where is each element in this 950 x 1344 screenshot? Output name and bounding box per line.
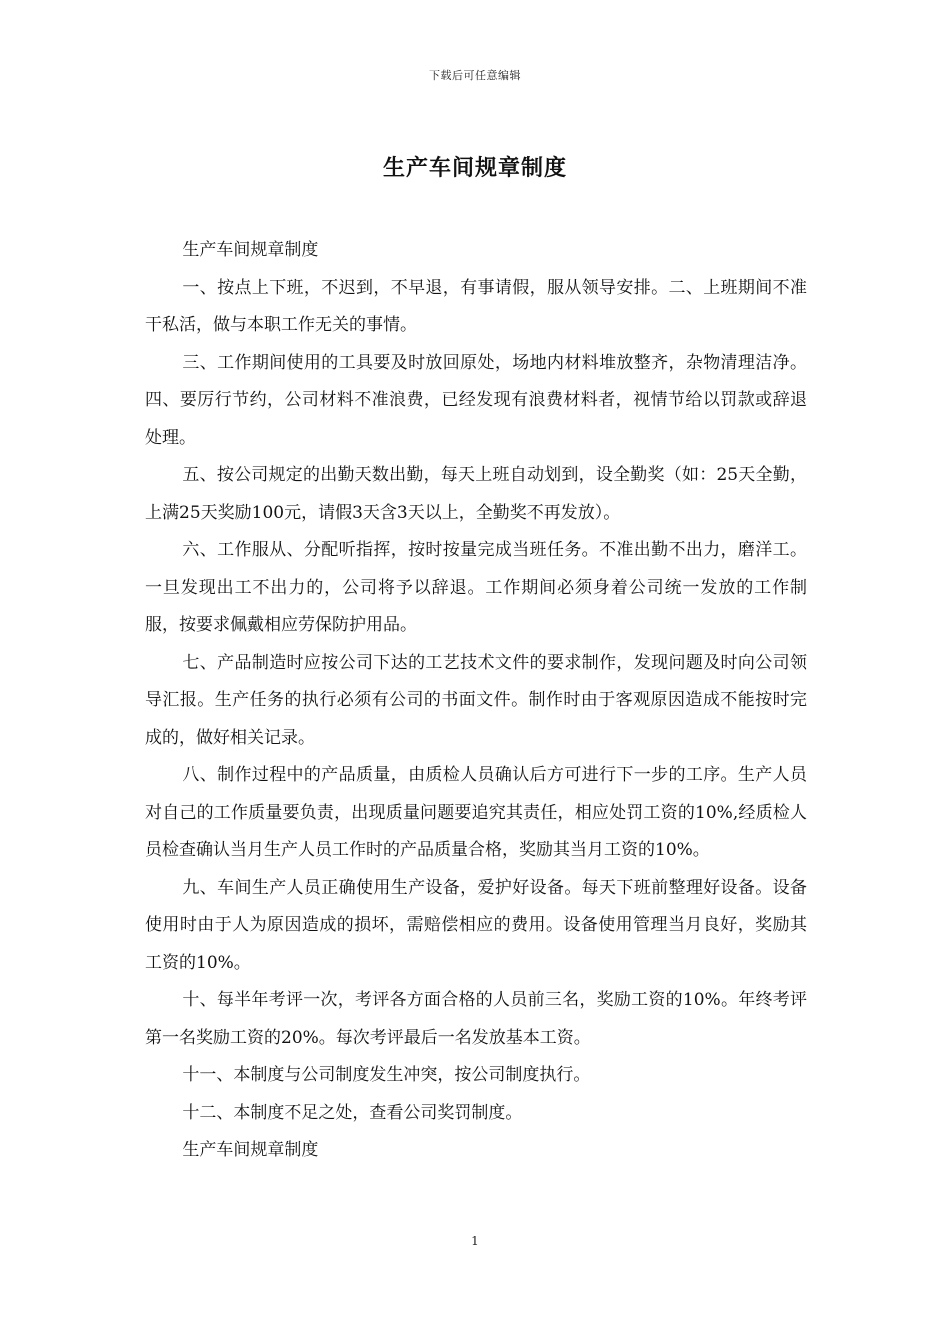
paragraph-rule-5: 五、按公司规定的出勤天数出勤，每天上班自动划到，设全勤奖（如：25天全勤，上满25天奖励100元，请假3天含3天以上，全勤奖不再发放）。 — [145, 465, 807, 523]
paragraph-rule-12: 十二、本制度不足之处，查看公司奖罚制度。 — [182, 1102, 523, 1123]
paragraph-rule-10: 十、每半年考评一次，考评各方面合格的人员前三名，奖励工资的10%。年终考评第一名奖励工资的20%。每次考评最后一名发放基本工资。 — [145, 990, 807, 1048]
paragraph-rule-7: 七、产品制造时应按公司下达的工艺技术文件的要求制作，发现问题及时向公司领导汇报。生产任务的执行必须有公司的书面文件。制作时由于客观原因造成不能按时完成的，做好相关记录。 — [145, 652, 807, 748]
paragraph-closing: 生产车间规章制度 — [182, 1140, 319, 1160]
paragraph-rule-8: 八、制作过程中的产品质量，由质检人员确认后方可进行下一步的工序。生产人员对自己的工作质量要负责，出现质量问题要追究其责任，相应处罚工资的10%,经质检人员检查确认当月生产人员工作时的产品质量合格，奖励其当月工资的10%。 — [145, 765, 807, 860]
paragraph-rule-3-4: 三、工作期间使用的工具要及时放回原处，场地内材料堆放整齐，杂物清理洁净。四、要厉行节约，公司材料不准浪费，已经发现有浪费材料者，视情节给以罚款或辞退处理。 — [145, 352, 807, 448]
header-note: 下载后可任意编辑 — [429, 69, 521, 82]
paragraph-rule-9: 九、车间生产人员正确使用生产设备，爱护好设备。每天下班前整理好设备。设备使用时由于人为原因造成的损坏，需赔偿相应的费用。设备使用管理当月良好，奖励其工资的10%。 — [145, 877, 807, 973]
paragraph-rule-1-2: 一、按点上下班，不迟到，不早退，有事请假，服从领导安排。二、上班期间不准干私活，做与本职工作无关的事情。 — [145, 277, 807, 335]
paragraph-rule-6: 六、工作服从、分配听指挥，按时按量完成当班任务。不准出勤不出力，磨洋工。一旦发现出工不出力的，公司将予以辞退。工作期间必须身着公司统一发放的工作制服，按要求佩戴相应劳保防护用品。 — [145, 540, 807, 635]
page-number: 1 — [471, 1234, 479, 1248]
paragraph-rule-11: 十一、本制度与公司制度发生冲突，按公司制度执行。 — [182, 1065, 591, 1085]
document-body — [145, 232, 807, 1170]
document-title: 生产车间规章制度 — [382, 155, 567, 181]
paragraph-heading: 生产车间规章制度 — [182, 240, 319, 260]
